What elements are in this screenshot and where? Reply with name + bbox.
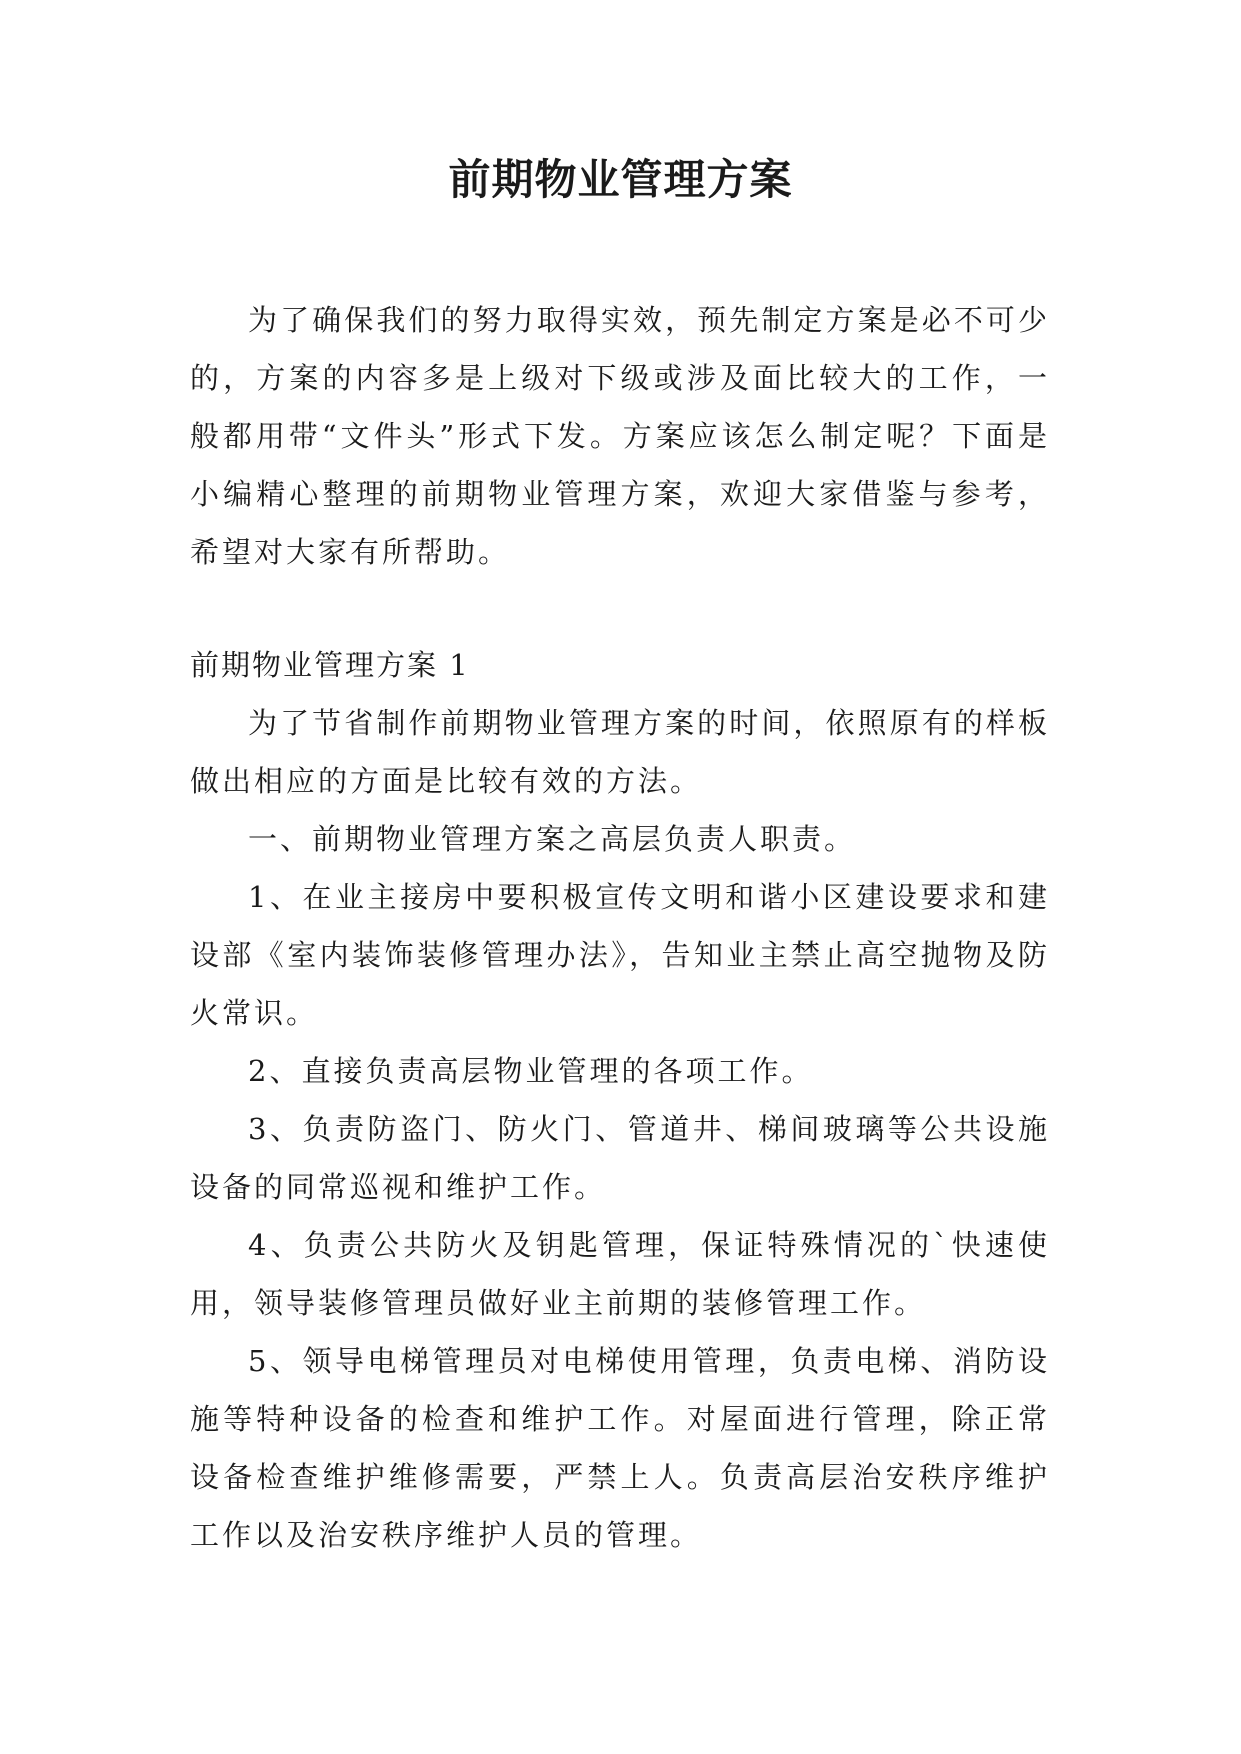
- section-heading: 前期物业管理方案 1: [190, 648, 470, 682]
- intro-block: [190, 291, 1050, 581]
- intro-paragraph: 为了确保我们的努力取得实效，预先制定方案是必不可少的，方案的内容多是上级对下级或涉及面比较大的工作，一般都用带“文件头”形式下发。方案应该怎么制定呢？下面是小编精心整理的前期物业管理方案，欢迎大家借鉴与参考，希望对大家有所帮助。: [190, 303, 1050, 569]
- section-paragraph: 1、在业主接房中要积极宣传文明和谐小区建设要求和建设部《室内装饰装修管理办法》，告知业主禁止高空抛物及防火常识。: [190, 880, 1050, 1030]
- section-paragraph: 一、前期物业管理方案之高层负责人职责。: [248, 822, 857, 856]
- section-paragraph: 5、领导电梯管理员对电梯使用管理，负责电梯、消防设施等特种设备的检查和维护工作。对屋面进行管理，除正常设备检查维护维修需要，严禁上人。负责高层治安秩序维护工作以及治安秩序维护人员的管理。: [190, 1344, 1050, 1552]
- document-title: 前期物业管理方案: [448, 155, 793, 204]
- section-1: [190, 636, 1050, 1564]
- section-paragraph: 为了节省制作前期物业管理方案的时间，依照原有的样板做出相应的方面是比较有效的方法。: [190, 706, 1050, 798]
- section-paragraph: 3、负责防盗门、防火门、管道井、梯间玻璃等公共设施设备的同常巡视和维护工作。: [190, 1112, 1050, 1204]
- section-paragraph: 2、直接负责高层物业管理的各项工作。: [248, 1054, 814, 1088]
- section-paragraph: 4、负责公共防火及钥匙管理，保证特殊情况的`快速使用，领导装修管理员做好业主前期的装修管理工作。: [190, 1228, 1050, 1320]
